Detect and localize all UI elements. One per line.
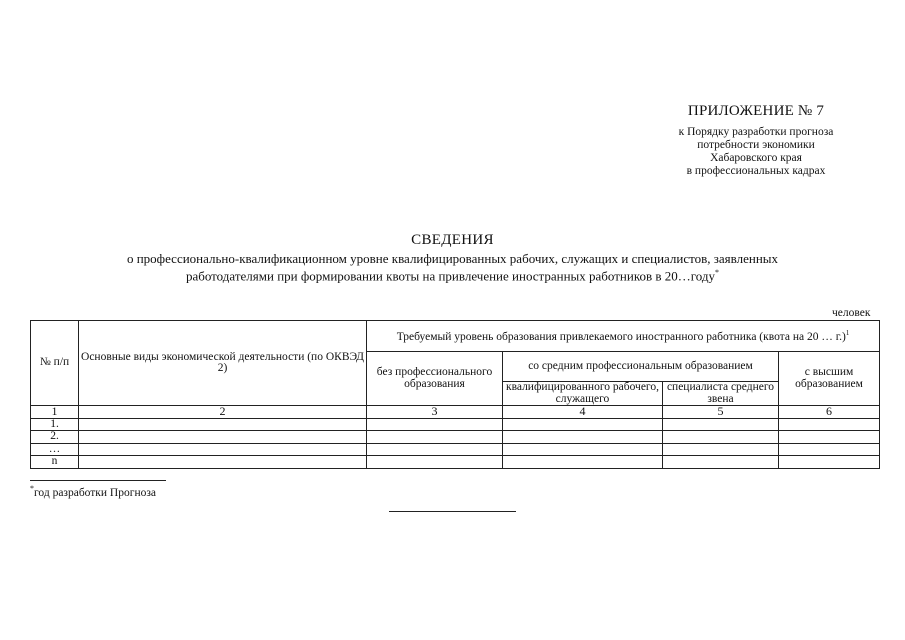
appendix-line: потребности экономики [697, 139, 815, 151]
header-required-mark: 1 [845, 329, 850, 338]
column-number: 6 [779, 406, 880, 419]
column-number-row [31, 406, 880, 419]
column-number: 2 [79, 406, 367, 419]
row-number: 2. [31, 431, 79, 444]
table-row [31, 431, 880, 444]
row-number: 1. [31, 418, 79, 431]
subtitle-line-1: о профессионально-квалификационном уровне квалифицированных рабочих, служащих и специалистов, заявленных [126, 251, 779, 266]
unit-label: человек [832, 307, 871, 319]
table-row [31, 443, 880, 456]
header-activity: Основные виды экономической деятельности (по ОКВЭД 2) [79, 321, 367, 406]
header-required-text: Требуемый уровень образования привлекаемого иностранного работника (квота на 20 … г.) [396, 331, 846, 344]
document-heading [20, 232, 885, 283]
table-cell[interactable] [367, 443, 503, 456]
footnote-divider [30, 480, 166, 481]
row-number: … [31, 443, 79, 456]
table-cell[interactable] [779, 443, 880, 456]
subtitle-line-2-text: работодателями при формировании квоты на привлечение иностранных работников в 20…году [185, 268, 716, 284]
row-number: n [31, 456, 79, 469]
header-mid-specialist: специалиста среднего звена [663, 382, 779, 406]
appendix-line: к Порядку разработки прогноза [678, 126, 834, 138]
header-qualified-worker: квалифицированного рабочего, служащего [503, 382, 663, 406]
table-cell[interactable] [79, 431, 367, 444]
footnote [30, 484, 156, 499]
footnote-text: год разработки Прогноза [34, 486, 156, 499]
header-mid-prof-education: со средним профессиональным образованием [503, 352, 779, 382]
table-cell[interactable] [367, 456, 503, 469]
appendix-line: Хабаровского края [710, 152, 802, 164]
table-cell[interactable] [367, 418, 503, 431]
table-cell[interactable] [779, 431, 880, 444]
appendix-block [620, 103, 892, 178]
column-number: 3 [367, 406, 503, 419]
table-cell[interactable] [503, 456, 663, 469]
appendix-line: в профессиональных кадрах [686, 165, 826, 177]
column-number: 1 [31, 406, 79, 419]
header-row-number: № п/п [31, 321, 79, 406]
table-cell[interactable] [663, 431, 779, 444]
column-number: 5 [663, 406, 779, 419]
table-cell[interactable] [779, 418, 880, 431]
table-cell[interactable] [79, 418, 367, 431]
table-row [31, 456, 880, 469]
subtitle-line-2 [20, 266, 885, 283]
header-no-prof-education: без профессионального образования [367, 352, 503, 406]
header-required-education [367, 321, 880, 352]
table-cell[interactable] [367, 431, 503, 444]
signature-line [389, 511, 516, 512]
table-cell[interactable] [79, 443, 367, 456]
table-cell[interactable] [503, 431, 663, 444]
table-cell[interactable] [663, 456, 779, 469]
document-subtitle [20, 252, 885, 283]
appendix-title: ПРИЛОЖЕНИЕ № 7 [687, 103, 825, 119]
table-row [31, 418, 880, 431]
table-cell[interactable] [663, 443, 779, 456]
header-higher-education: с высшим образованием [779, 352, 880, 406]
footnote-mark: * [30, 484, 34, 493]
table-cell[interactable] [779, 456, 880, 469]
column-number: 4 [503, 406, 663, 419]
appendix-reference [620, 126, 892, 178]
table-cell[interactable] [503, 418, 663, 431]
table-cell[interactable] [79, 456, 367, 469]
data-table [30, 320, 880, 469]
document-title: СВЕДЕНИЯ [411, 232, 494, 248]
footnote-mark: * [715, 268, 720, 277]
table-cell[interactable] [503, 443, 663, 456]
table-cell[interactable] [663, 418, 779, 431]
